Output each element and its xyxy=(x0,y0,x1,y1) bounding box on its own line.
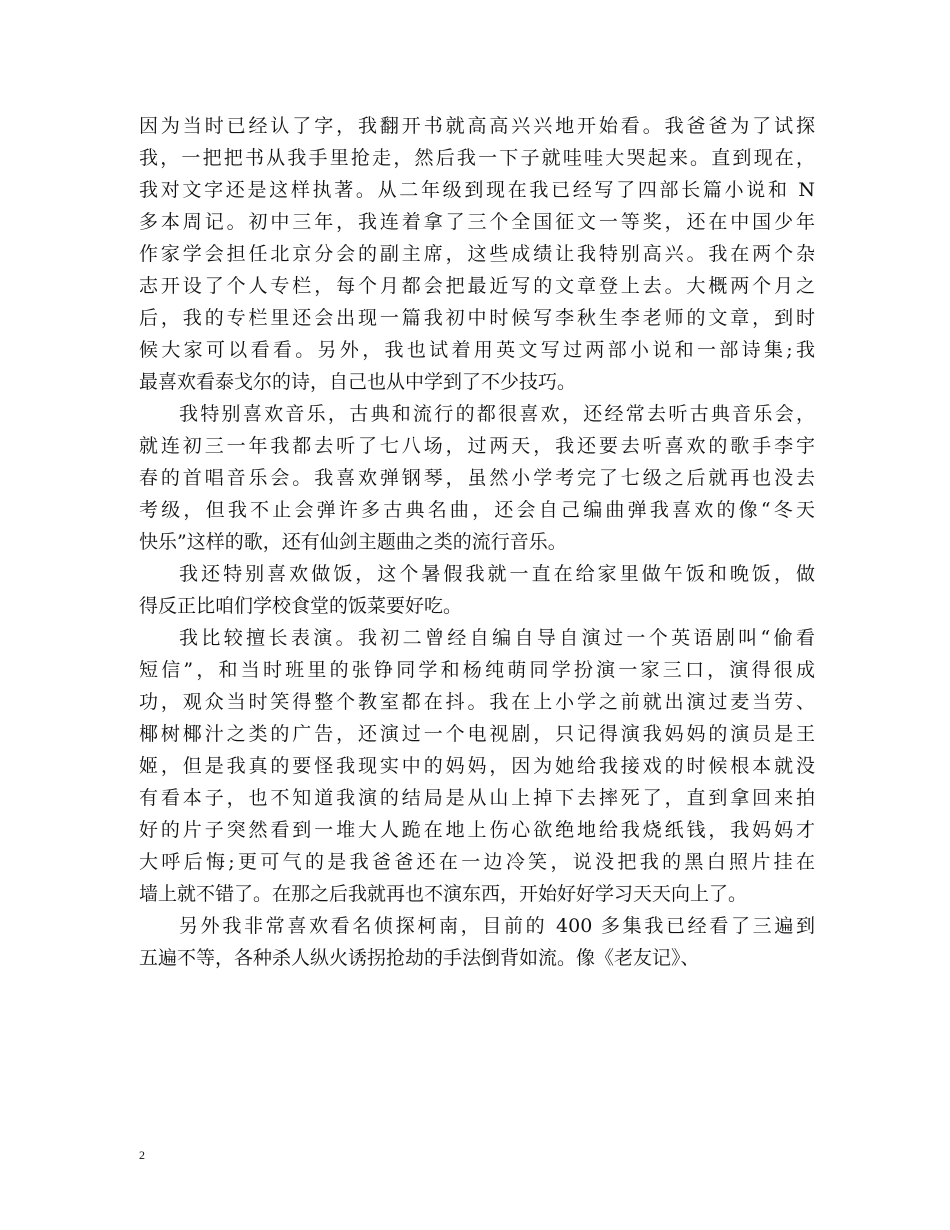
text-line: 考级，但我不止会弹许多古典名曲，还会自己编曲弹我喜欢的像“冬天 xyxy=(139,499,815,521)
text-line: 墙上就不错了。在那之后我就再也不演东西，开始好好学习天天向上了。 xyxy=(139,883,748,905)
text-line: 多本周记。初中三年，我连着拿了三个全国征文一等奖，还在中国少年 xyxy=(139,211,815,233)
text-line: 我，一把把书从我手里抢走，然后我一下子就哇哇大哭起来。直到现在， xyxy=(139,147,815,169)
text-line: 作家学会担任北京分会的副主席，这些成绩让我特别高兴。我在两个杂 xyxy=(139,243,815,265)
text-line: 好的片子突然看到一堆大人跪在地上伤心欲绝地给我烧纸钱，我妈妈才 xyxy=(139,819,815,841)
text-line: 短信”，和当时班里的张铮同学和杨纯萌同学扮演一家三口，演得很成 xyxy=(139,659,815,681)
text-line: 候大家可以看看。另外，我也试着用英文写过两部小说和一部诗集;我 xyxy=(139,339,815,361)
text-line: 得反正比咱们学校食堂的饭菜要好吃。 xyxy=(139,595,463,617)
text-line: 后，我的专栏里还会出现一篇我初中时候写李秋生李老师的文章，到时 xyxy=(139,307,815,329)
text-line: 椰树椰汁之类的广告，还演过一个电视剧，只记得演我妈妈的演员是王 xyxy=(139,723,815,745)
text-line: 志开设了个人专栏，每个月都会把最近写的文章登上去。大概两个月之 xyxy=(139,275,815,297)
text-line: 功，观众当时笑得整个教室都在抖。我在上小学之前就出演过麦当劳、 xyxy=(139,691,815,713)
text-line: 姬，但是我真的要怪我现实中的妈妈，因为她给我接戏的时候根本就没 xyxy=(139,755,815,777)
text-line: 大呼后悔;更可气的是我爸爸还在一边冷笑，说没把我的黑白照片挂在 xyxy=(139,851,815,873)
text-line: 我特别喜欢音乐，古典和流行的都很喜欢，还经常去听古典音乐会， xyxy=(179,403,815,425)
text-line: 春的首唱音乐会。我喜欢弹钢琴，虽然小学考完了七级之后就再也没去 xyxy=(139,467,815,489)
text-line: 我对文字还是这样执著。从二年级到现在我已经写了四部长篇小说和 N xyxy=(139,179,815,201)
text-line: 就连初三一年我都去听了七八场，过两天，我还要去听喜欢的歌手李宇 xyxy=(139,435,815,457)
text-line: 我比较擅长表演。我初二曾经自编自导自演过一个英语剧叫“偷看 xyxy=(179,627,815,649)
text-line: 快乐”这样的歌，还有仙剑主题曲之类的流行音乐。 xyxy=(139,531,567,553)
page-number: 2 xyxy=(139,1148,145,1162)
body-text xyxy=(139,110,815,974)
text-line: 有看本子，也不知道我演的结局是从山上掉下去摔死了，直到拿回来拍 xyxy=(139,787,815,809)
text-line: 最喜欢看泰戈尔的诗，自己也从中学到了不少技巧。 xyxy=(139,371,577,393)
text-line: 另外我非常喜欢看名侦探柯南，目前的 400 多集我已经看了三遍到 xyxy=(179,915,815,937)
text-line: 因为当时已经认了字，我翻开书就高高兴兴地开始看。我爸爸为了试探 xyxy=(139,115,815,137)
text-line: 五遍不等，各种杀人纵火诱拐抢劫的手法倒背如流。像《老友记》、 xyxy=(139,947,700,969)
text-line: 我还特别喜欢做饭，这个暑假我就一直在给家里做午饭和晚饭，做 xyxy=(179,563,815,585)
